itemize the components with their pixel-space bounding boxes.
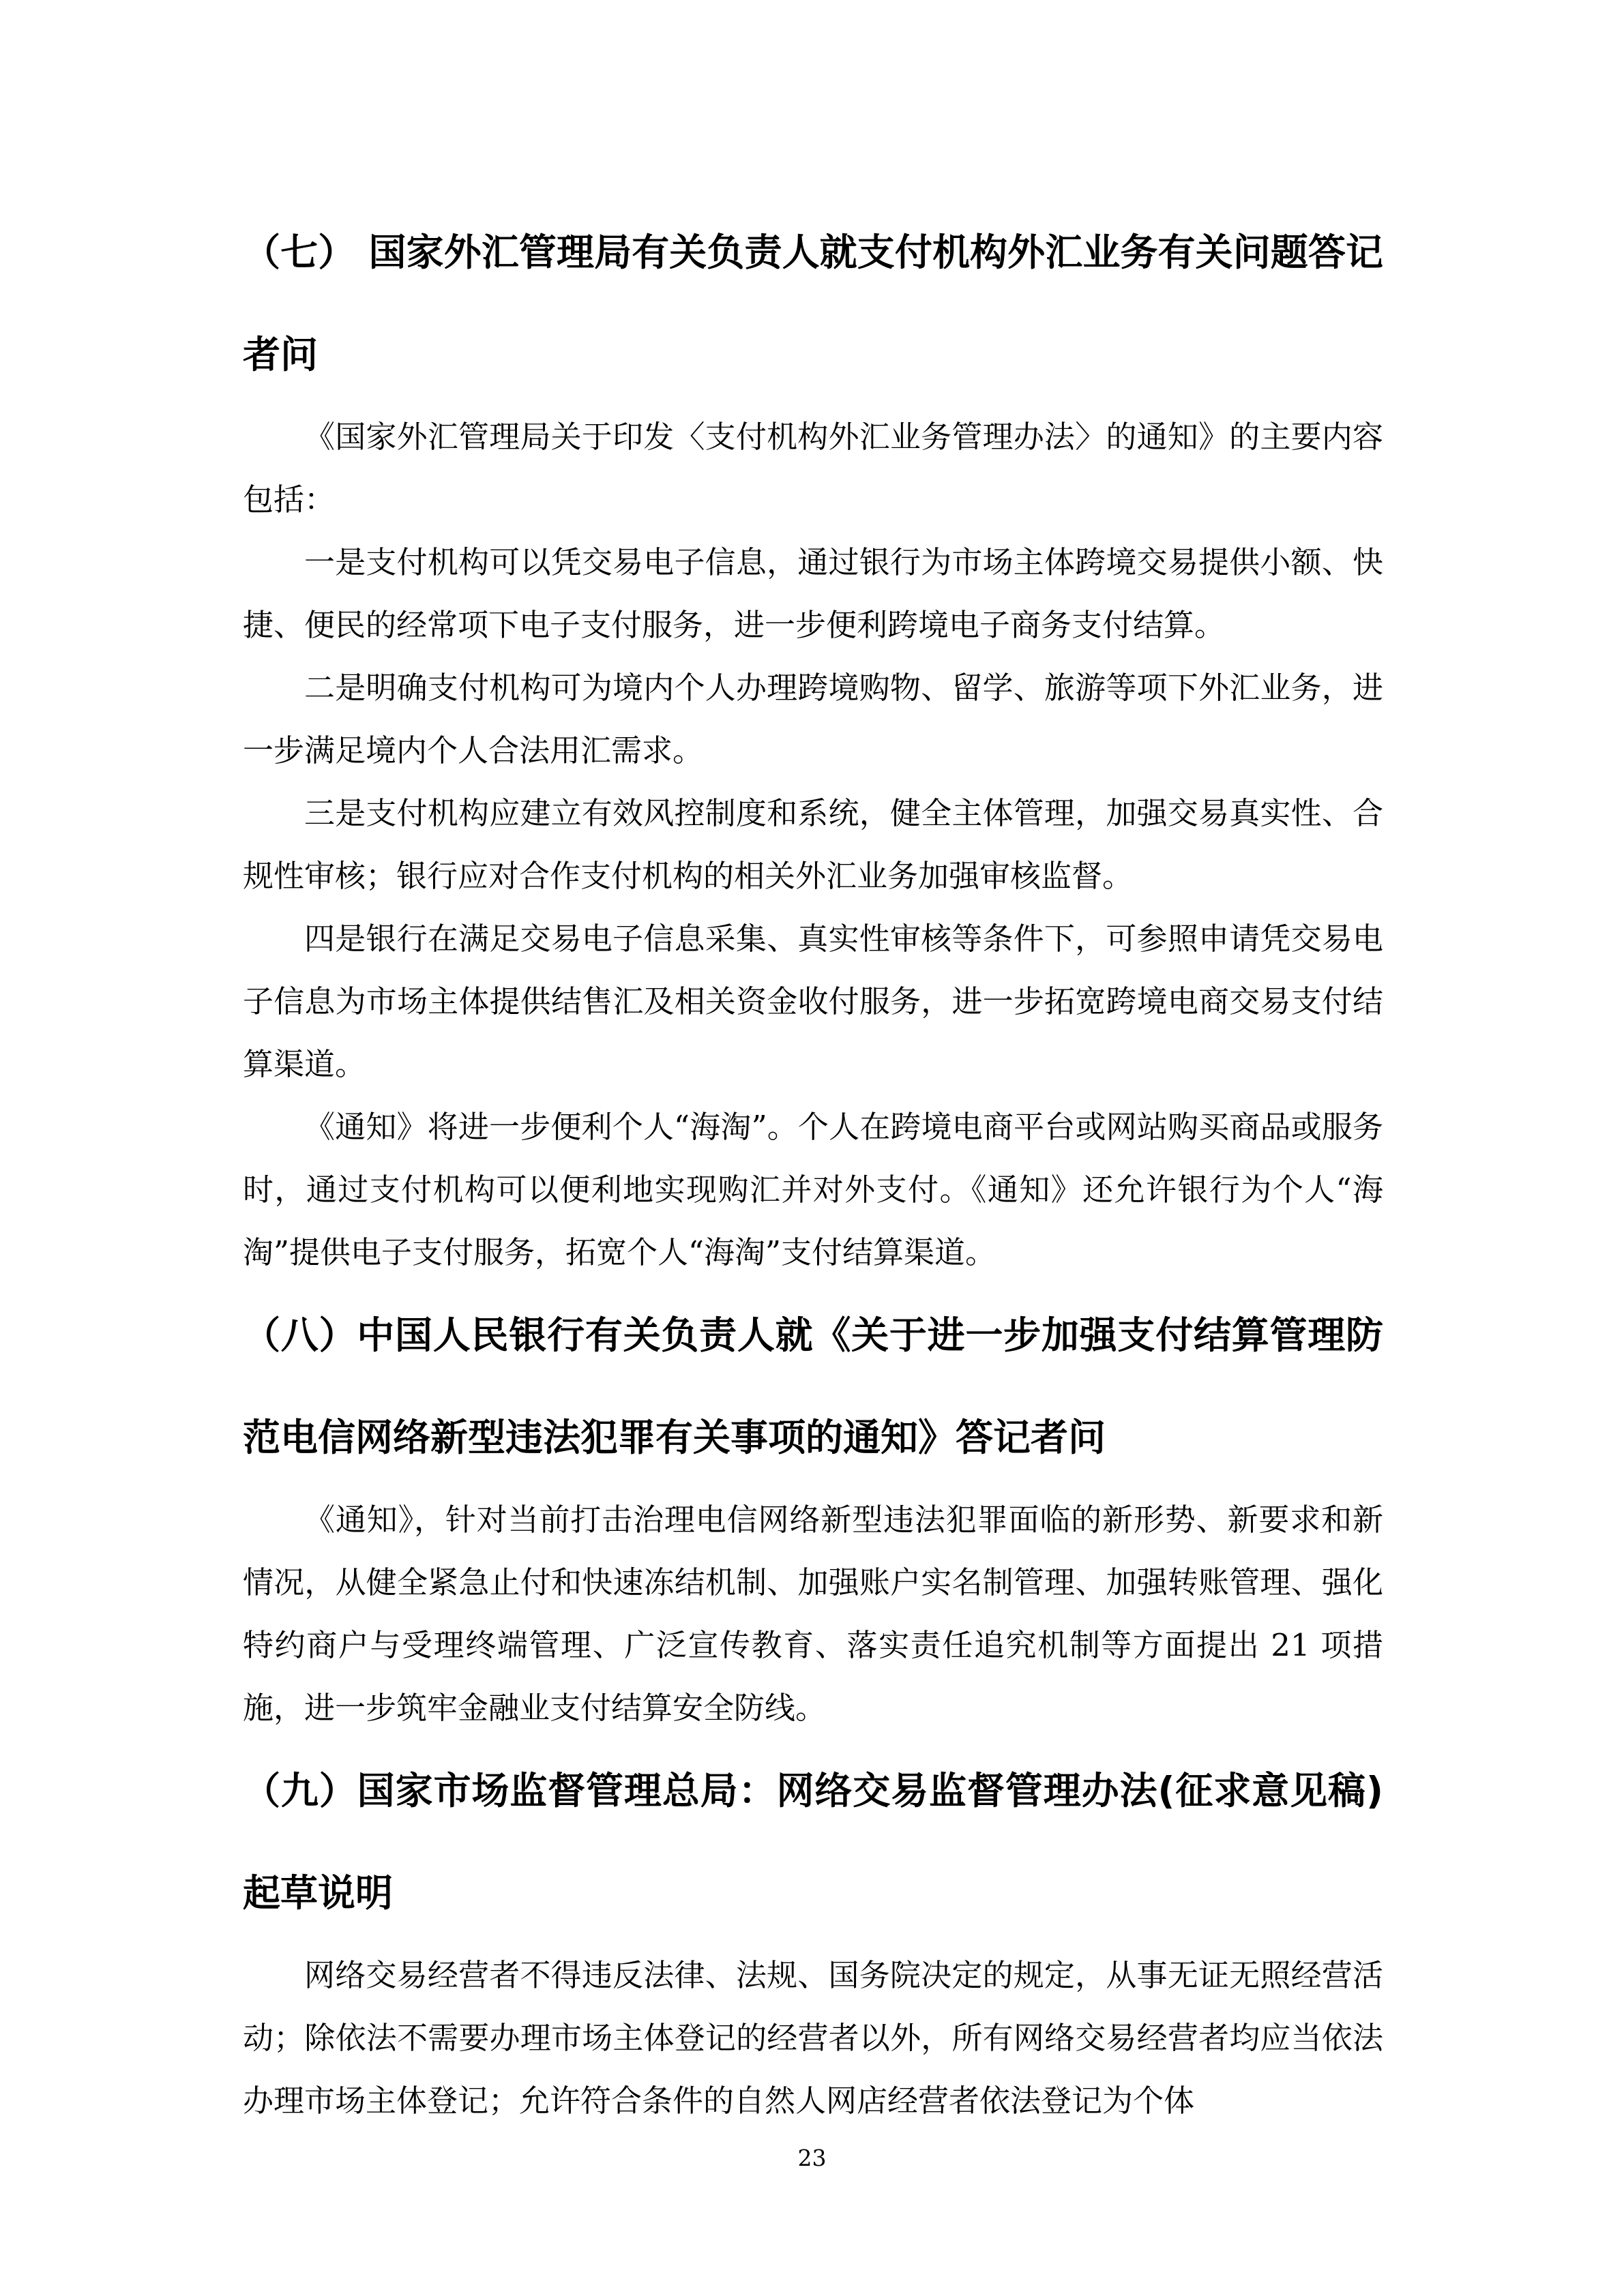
section-7-paragraph: 一是支付机构可以凭交易电子信息，通过银行为市场主体跨境交易提供小额、快捷、便民的经常项下电子支付服务，进一步便利跨境电子商务支付结算。: [243, 544, 1383, 643]
section-8-paragraph: 《通知》，针对当前打击治理电信网络新型违法犯罪面临的新形势、新要求和新情况，从健全紧急止付和快速冻结机制、加强账户实名制管理、加强转账管理、强化特约商户与受理终端管理、广泛宣传教育、落实责任追究机制等方面提出 21 项措施，进一步筑牢金融业支付结算安全防线。: [243, 1502, 1383, 1726]
document-body: [243, 201, 1383, 2132]
section-9-paragraph: 网络交易经营者不得违反法律、法规、国务院决定的规定，从事无证无照经营活动；除依法不需要办理市场主体登记的经营者以外，所有网络交易经营者均应当依法办理市场主体登记；允许符合条件的自然人网店经营者依法登记为个体: [243, 1957, 1383, 2119]
section-7-paragraph: 《通知》将进一步便利个人“海淘”。个人在跨境电商平台或网站购买商品或服务时，通过支付机构可以便利地实现购汇并对外支付。《通知》还允许银行为个人“海淘”提供电子支付服务，拓宽个人“海淘”支付结算渠道。: [243, 1109, 1383, 1270]
section-9-heading: （九）国家市场监督管理总局：网络交易监督管理办法(征求意见稿)起草说明: [243, 1769, 1383, 1915]
section-7-paragraph: 二是明确支付机构可为境内个人办理跨境购物、留学、旅游等项下外汇业务，进一步满足境内个人合法用汇需求。: [243, 670, 1383, 769]
section-8-heading: （八）中国人民银行有关负责人就《关于进一步加强支付结算管理防范电信网络新型违法犯罪有关事项的通知》答记者问: [243, 1313, 1383, 1459]
section-9: [243, 1740, 1383, 2132]
section-7: [243, 201, 1383, 1284]
section-7-paragraph: 三是支付机构应建立有效风控制度和系统，健全主体管理，加强交易真实性、合规性审核；银行应对合作支付机构的相关外汇业务加强审核监督。: [243, 795, 1383, 894]
page-number: 23: [797, 2145, 827, 2171]
section-7-heading: （七） 国家外汇管理局有关负责人就支付机构外汇业务有关问题答记者问: [243, 230, 1383, 376]
section-8: [243, 1284, 1383, 1740]
section-7-paragraph: 《国家外汇管理局关于印发〈支付机构外汇业务管理办法〉的通知》的主要内容包括：: [243, 419, 1383, 518]
section-7-paragraph: 四是银行在满足交易电子信息采集、真实性审核等条件下，可参照申请凭交易电子信息为市场主体提供结售汇及相关资金收付服务，进一步拓宽跨境电商交易支付结算渠道。: [243, 921, 1383, 1082]
